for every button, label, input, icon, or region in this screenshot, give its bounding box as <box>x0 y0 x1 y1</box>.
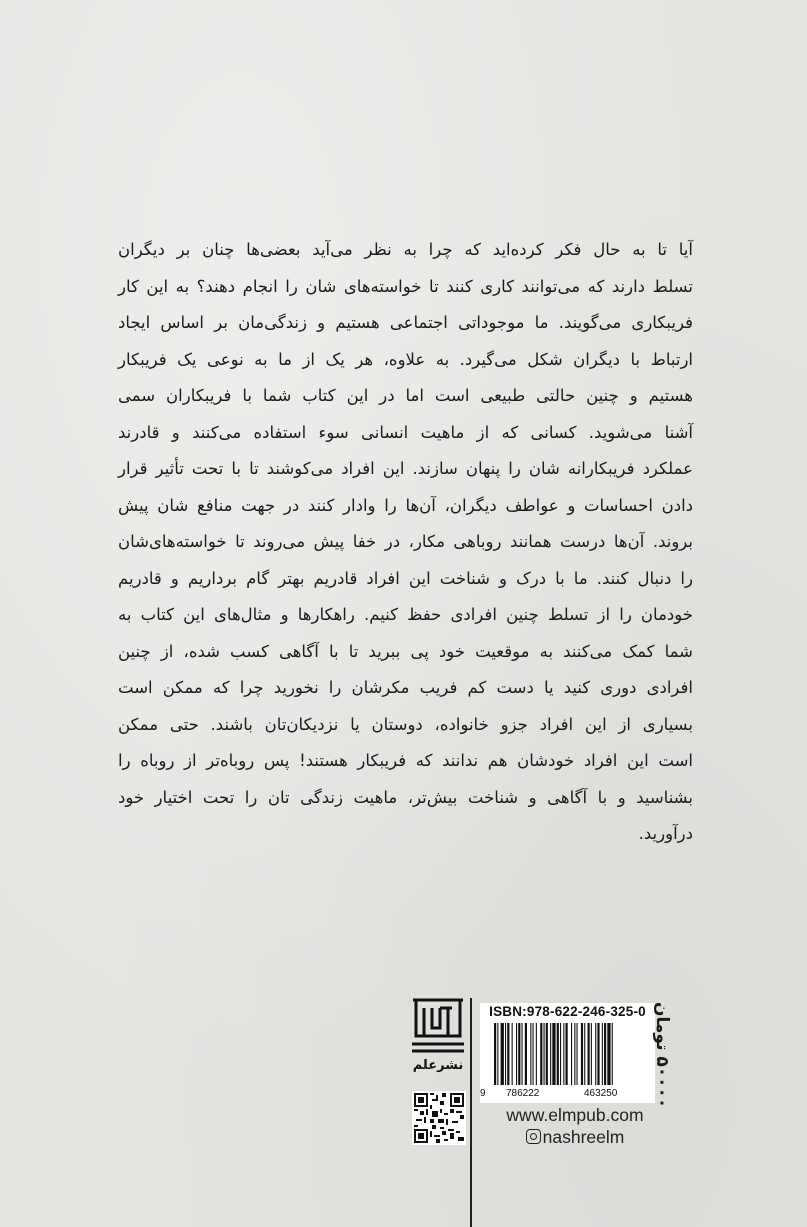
blurb-line: فریبکاری می‌گویند. ما موجوداتی اجتماعی هستیم و زندگی‌مان بر اساس ایجاد <box>118 313 693 332</box>
barcode-bar <box>591 1023 592 1085</box>
barcode-bar <box>597 1023 599 1085</box>
blurb-line: تسلط دارند که می‌توانند کاری کنند تا خواسته‌های شان را انجام دهند؟ به این کار <box>118 276 693 296</box>
barcode-bar <box>602 1023 603 1085</box>
barcode-bar <box>607 1023 610 1085</box>
barcode-bar <box>505 1023 506 1085</box>
blurb-line: بروند. آن‌ها درست همانند روباهی مکار، در خفا پیش می‌روند تا خواسته‌های‌شان <box>118 532 693 551</box>
barcode-bar <box>604 1023 606 1085</box>
isbn-digit-lead: 9 <box>480 1088 486 1099</box>
barcode-bar <box>501 1023 504 1085</box>
blurb-line: آیا تا به حال فکر کرده‌اید که چرا به نظر می‌آید بعضی‌ها چنان بر دیگران <box>118 240 693 259</box>
blurb-line: است این افراد خودشان هم ندانند که فریبکار هستند! پس روباه‌تر از روباه را <box>118 751 693 770</box>
barcode-bar <box>588 1023 590 1085</box>
barcode-bar <box>560 1023 561 1085</box>
isbn-digit-group2: 463250 <box>584 1088 618 1099</box>
barcode-bar <box>571 1023 572 1085</box>
blurb-line: بشناسید و با آگاهی و شناخت بیش‌تر، ماهیت زندگی تان را تحت اختیار خود <box>118 787 693 807</box>
barcode-bar <box>525 1023 527 1085</box>
barcode-bar <box>497 1023 498 1085</box>
barcode-bar <box>522 1023 523 1085</box>
blurb-line: بسیاری از این افراد جزو خانواده، دوستان یا نزدیکان‌تان باشند. حتی ممکن <box>118 714 693 734</box>
barcode-bar <box>550 1023 551 1085</box>
barcode-bar <box>557 1023 559 1085</box>
barcode-bar <box>518 1023 520 1085</box>
blurb-line: ارتباط با دیگران شکل می‌گیرد. به علاوه، هر یک از ما به نوعی یک فریبکار <box>118 349 693 369</box>
divider-line <box>470 998 472 1227</box>
barcode-bar <box>530 1023 531 1085</box>
barcode-bar <box>507 1023 509 1085</box>
qr-code-icon <box>412 1091 466 1145</box>
publisher-name: نشرعلم <box>412 1058 464 1073</box>
barcode-bar <box>577 1023 578 1085</box>
isbn-digit-group1: 786222 <box>506 1088 540 1099</box>
blurb-line: را دنبال کنند. ما با درک و شناخت این افراد قادریم بهتر گام برداریم و قادریم <box>118 568 693 588</box>
barcode-bar <box>494 1023 496 1085</box>
barcode-bar <box>533 1023 534 1085</box>
barcode-bar <box>612 1023 613 1085</box>
barcode-bar <box>544 1023 545 1085</box>
barcode-bar <box>540 1023 542 1085</box>
blurb-line: آشنا می‌شوید. کسانی که از ماهیت انسانی سوء استفاده می‌کنند و قادرند <box>118 422 693 442</box>
barcode-bar <box>536 1023 537 1085</box>
price-label: ۵۰۰۰۰ تومان <box>652 1002 672 1109</box>
barcode-icon <box>484 1023 650 1085</box>
barcode-bar <box>581 1023 583 1085</box>
blurb-line: دادن احساسات و عواطف دیگران، آن‌ها را وادار کنند در جهت منافع شان پیش <box>118 495 693 515</box>
blurb-line: عملکرد فریبکارانه شان را پنهان سازند. این افراد می‌کوشند تا با تحت تأثیر قرار <box>118 459 693 478</box>
publisher-logo <box>410 996 466 1084</box>
barcode-bar <box>546 1023 548 1085</box>
isbn-label: ISBN:978-622-246-325-0 <box>489 1004 646 1019</box>
blurb-line: خودمان را از تسلط چنین افرادی حفظ کنیم. راهکارها و مثال‌های این کتاب به <box>118 605 693 624</box>
barcode-bar <box>563 1023 564 1085</box>
publisher-instagram <box>490 1127 660 1148</box>
barcode-bar <box>552 1023 555 1085</box>
publisher-logo-icon <box>410 996 466 1058</box>
instagram-icon <box>526 1129 541 1144</box>
barcode-bar <box>512 1023 513 1085</box>
barcode-bar <box>595 1023 596 1085</box>
barcode-bar <box>584 1023 585 1085</box>
blurb-line: شما کمک می‌کنند به موقعیت خود پی ببرید تا با آگاهی کسب شده، از چنین <box>118 641 693 661</box>
blurb-line: درآورید. <box>638 824 693 843</box>
barcode-bar <box>566 1023 568 1085</box>
back-cover-blurb <box>118 232 693 853</box>
barcode-bar <box>574 1023 575 1085</box>
publisher-website: www.elmpub.com <box>506 1105 644 1125</box>
blurb-line: هستیم و چنین حالتی طبیعی است اما در این کتاب شما با فریبکاران سمی <box>118 386 693 405</box>
isbn-barcode <box>480 1003 655 1103</box>
instagram-handle: nashreelm <box>542 1127 625 1147</box>
barcode-bar <box>516 1023 517 1085</box>
blurb-line: افرادی دوری کنید یا دست کم فریب مکرشان را نخورید چرا که ممکن است <box>118 678 693 697</box>
